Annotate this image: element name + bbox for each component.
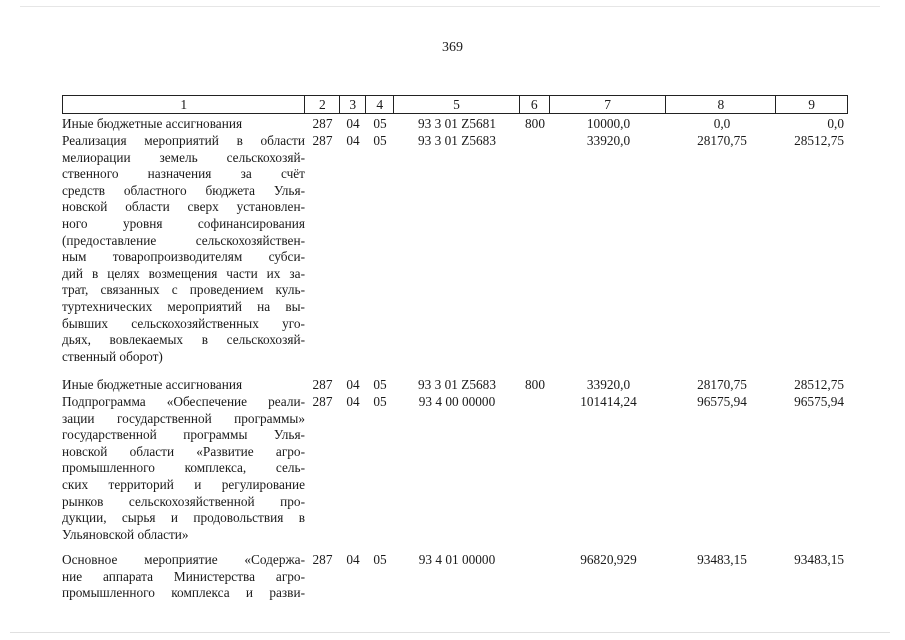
- cell-col-9: 28512,75: [794, 377, 844, 392]
- description-line: Иные бюджетные ассигнования: [62, 377, 243, 392]
- description-line: трат, связанных с проведением куль-: [62, 282, 305, 298]
- cell-col-2: 287: [312, 116, 333, 131]
- cell-col-8: 28170,75: [697, 377, 747, 392]
- cell-col-2: 287: [312, 377, 333, 392]
- table-row: [62, 133, 848, 365]
- cell-col-3: 04: [346, 116, 360, 131]
- cell-col-2: 287: [312, 552, 333, 567]
- cell-col-4: 05: [373, 377, 387, 392]
- row-description: [62, 394, 305, 543]
- cell-col-6: 800: [525, 116, 545, 131]
- cell-col-4: 05: [373, 116, 387, 131]
- column-header-4: 4: [366, 96, 394, 113]
- cell-col-7: 101414,24: [580, 394, 637, 409]
- cell-col-6: [520, 133, 550, 365]
- column-header-5: 5: [394, 96, 520, 113]
- column-header-7: 7: [550, 96, 667, 113]
- scan-artifact-bottom: [10, 632, 890, 633]
- cell-col-4: 05: [373, 552, 387, 567]
- description-line: ских территорий и регулирование: [62, 476, 305, 492]
- cell-col-8: 0,0: [713, 116, 731, 131]
- cell-col-5: 93 4 00 00000: [418, 394, 496, 409]
- description-line: новской области «Развитие агро-: [62, 443, 305, 459]
- description-line: новской области сверх установлен-: [62, 199, 305, 215]
- cell-col-4: 05: [373, 394, 387, 409]
- cell-col-5: 93 4 01 00000: [418, 552, 496, 567]
- row-description: [62, 133, 305, 365]
- description-line: рынков сельскохозяйственной про-: [62, 493, 305, 509]
- description-line: промышленного комплекса и разви-: [62, 585, 305, 601]
- cell-col-3: 04: [346, 552, 360, 567]
- description-line: Иные бюджетные ассигнования: [62, 116, 243, 131]
- description-line: туртехнических мероприятий на вы-: [62, 298, 305, 314]
- column-header-9: 9: [808, 97, 815, 112]
- cell-col-7: 10000,0: [586, 116, 631, 131]
- table-row: [62, 394, 848, 543]
- table-row: [62, 552, 848, 602]
- description-line: дукции, сырья и продовольствия в: [62, 510, 305, 526]
- description-line: ного уровня софинансирования: [62, 215, 305, 231]
- column-header-6: 6: [520, 96, 550, 113]
- column-header-3: 3: [340, 96, 366, 113]
- row-description: [62, 377, 305, 394]
- cell-col-7: 96820,929: [580, 552, 637, 567]
- column-header-1: 1: [63, 96, 305, 113]
- cell-col-9: 28512,75: [794, 133, 844, 148]
- cell-col-7: 33920,0: [586, 377, 631, 392]
- cell-col-6: 800: [525, 377, 545, 392]
- cell-col-9: 96575,94: [794, 394, 844, 409]
- cell-col-6: [520, 394, 550, 543]
- cell-col-2: 287: [312, 394, 333, 409]
- description-line: государственной программы Улья-: [62, 427, 305, 443]
- cell-col-3: 04: [346, 377, 360, 392]
- cell-col-3: 04: [346, 394, 360, 409]
- description-line: ственный оборот): [62, 348, 163, 364]
- cell-col-7: 33920,0: [586, 133, 631, 148]
- description-line: бывших сельскохозяйственных уго-: [62, 315, 305, 331]
- cell-col-8: 93483,15: [697, 552, 747, 567]
- cell-col-8: 96575,94: [697, 394, 747, 409]
- description-line: мелиорации земель сельскохозяй-: [62, 149, 305, 165]
- page-number: 369: [442, 40, 463, 55]
- description-line: ным товаропроизводителям субси-: [62, 249, 305, 265]
- scan-artifact-top: [20, 6, 880, 7]
- cell-col-5: 93 3 01 Z5681: [418, 116, 496, 131]
- table-row: [62, 377, 848, 394]
- cell-col-4: 05: [373, 133, 387, 148]
- description-line: средств областного бюджета Улья-: [62, 182, 305, 198]
- description-line: ние аппарата Министерства агро-: [62, 568, 305, 584]
- cell-col-3: 04: [346, 133, 360, 148]
- description-line: Основное мероприятие «Содержа-: [62, 552, 305, 567]
- cell-col-5: 93 3 01 Z5683: [418, 377, 496, 392]
- description-line: (предоставление сельскохозяйствен-: [62, 232, 305, 248]
- description-line: ственного назначения за счёт: [62, 166, 305, 182]
- column-header-2: 2: [305, 96, 340, 113]
- description-line: Подпрограмма «Обеспечение реали-: [62, 394, 305, 409]
- cell-col-9: 93483,15: [794, 552, 844, 567]
- description-line: зации государственной программы»: [62, 410, 305, 426]
- table-row: [62, 116, 848, 133]
- row-description: [62, 116, 305, 133]
- table-header-row: [62, 95, 848, 114]
- cell-col-5: 93 3 01 Z5683: [418, 133, 496, 148]
- cell-col-2: 287: [312, 133, 333, 148]
- column-header-8: 8: [666, 96, 776, 113]
- cell-col-8: 28170,75: [697, 133, 747, 148]
- cell-col-6: [520, 552, 550, 602]
- description-line: дий в целях возмещения части их за-: [62, 265, 305, 281]
- cell-col-9: 0,0: [827, 116, 844, 131]
- description-line: Реализация мероприятий в области: [62, 133, 305, 148]
- description-line: Ульяновской области»: [62, 526, 189, 542]
- description-line: дьях, вовлекаемых в сельскохозяй-: [62, 332, 305, 348]
- row-description: [62, 552, 305, 602]
- description-line: промышленного комплекса, сель-: [62, 460, 305, 476]
